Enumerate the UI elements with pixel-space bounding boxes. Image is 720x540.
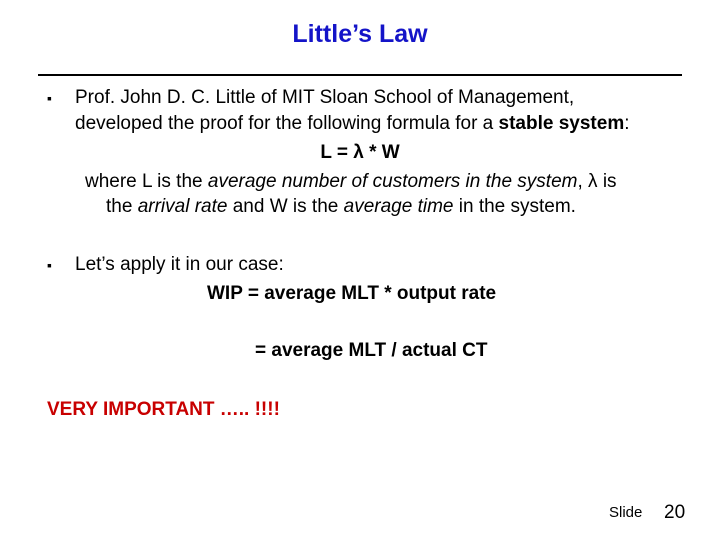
text: :: [624, 113, 630, 134]
emphasis-stable-system: stable system: [498, 113, 625, 134]
formula-wip: WIP = average MLT * output rate: [207, 283, 497, 304]
title-divider: [38, 74, 682, 76]
text: and W is the: [227, 196, 344, 217]
bullet1-line4: [85, 171, 617, 193]
slide-title: Little’s Law: [292, 20, 428, 48]
formula-wip-ct: = average MLT / actual CT: [255, 340, 488, 361]
text: in the system.: [453, 196, 576, 217]
bullet1-line2: [75, 113, 630, 135]
text: where L is the: [85, 171, 208, 192]
slide-label: Slide: [609, 504, 643, 521]
bullet2-line1: Let’s apply it in our case:: [75, 254, 284, 275]
bullet1-line5: [106, 196, 576, 218]
text: , λ is: [577, 171, 617, 192]
emphasis-avg-customers: average number of customers in the system: [207, 171, 578, 192]
very-important-note: VERY IMPORTANT ….. !!!!: [47, 399, 280, 420]
bullet-marker: ▪: [47, 90, 52, 106]
text: developed the proof for the following formula for a: [75, 113, 499, 134]
bullet1-line1: Prof. John D. C. Little of MIT Sloan School of Management,: [75, 87, 575, 108]
emphasis-arrival-rate: arrival rate: [137, 196, 228, 217]
slide-number: 20: [664, 502, 686, 523]
formula-littles-law: L = λ * W: [320, 142, 400, 163]
text: the: [106, 196, 138, 217]
bullet-marker: ▪: [47, 257, 52, 273]
emphasis-average-time: average time: [343, 196, 454, 217]
